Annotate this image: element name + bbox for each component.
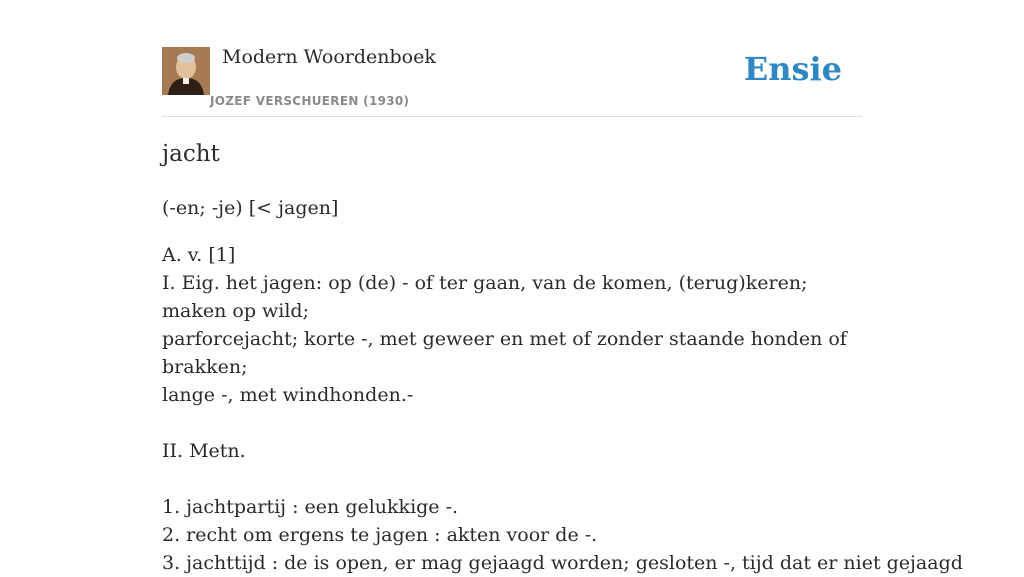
ensie-logo-link[interactable]: Ensie: [743, 50, 842, 88]
definition-line: lange -, met windhonden.-: [162, 384, 414, 406]
book-title: Modern Woordenboek: [222, 46, 436, 68]
definition-line: I. Eig. het jagen: op (de) - of ter gaan, van de komen, (terug)keren; maken op wild;: [162, 272, 808, 322]
definition-line: 2. recht om ergens te jagen : akten voor de -.: [162, 524, 598, 546]
definition-line: II. Metn.: [162, 440, 246, 462]
definition-spacer: [162, 409, 862, 437]
entry-grammar: (-en; -je) [< jagen]: [162, 197, 339, 219]
author-portrait-icon: [162, 47, 210, 95]
definition-line: A. v. [1]: [162, 244, 236, 266]
author-name: JOZEF VERSCHUEREN (1930): [210, 94, 410, 108]
definition-spacer: [162, 465, 862, 493]
entry-content: [162, 136, 963, 577]
entry-definition: [162, 241, 963, 577]
author-avatar: [162, 47, 210, 95]
definition-line: 3. jachttijd : de is open, er mag gejaagd worden; gesloten -, tijd dat er niet gejaagd: [162, 552, 963, 574]
definition-line: parforcejacht; korte -, met geweer en met of zonder staande honden of brakken;: [162, 328, 847, 378]
entry-headword: jacht: [162, 141, 220, 167]
header: [162, 40, 862, 117]
definition-line: 1. jachtpartij : een gelukkige -.: [162, 496, 459, 518]
